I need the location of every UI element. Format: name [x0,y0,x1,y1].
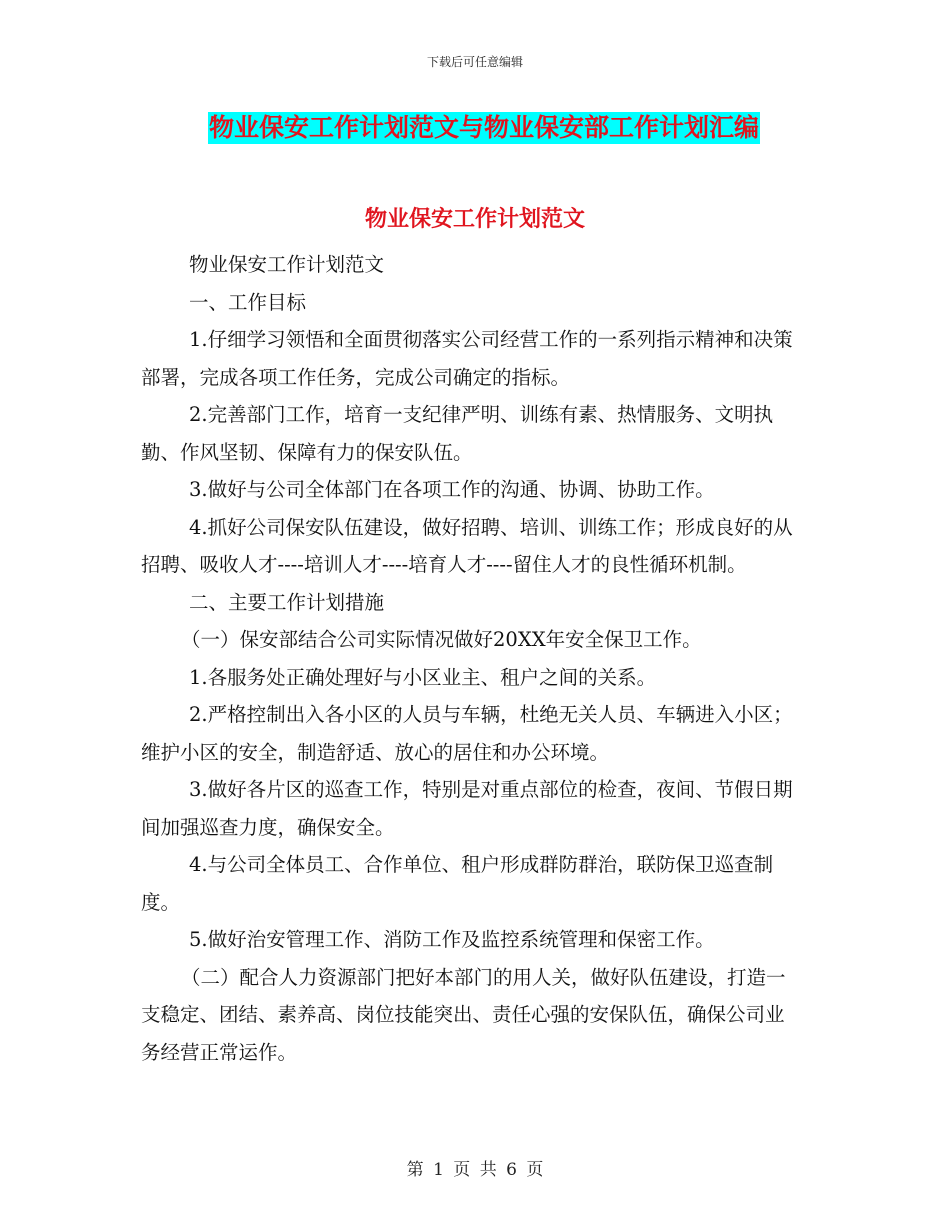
header-note: 下载后可任意编辑 [426,55,523,69]
paragraph: 2.严格控制出入各小区的人员与车辆，杜绝无关人员、车辆进入小区；维护小区的安全，制造舒适、放心的居住和办公环境。 [141,703,793,764]
document-title: 物业保安工作计划范文与物业保安部工作计划汇编 [209,113,760,142]
paragraph: 3.做好各片区的巡查工作，特别是对重点部位的检查，夜间、节假日期间加强巡查力度，确保安全。 [141,778,793,839]
paragraph: （一）保安部结合公司实际情况做好20XX年安全保卫工作。 [181,628,702,651]
paragraph: 1.仔细学习领悟和全面贯彻落实公司经营工作的一系列指示精神和决策部署，完成各项工作任务，完成公司确定的指标。 [141,328,793,389]
paragraph: 4.抓好公司保安队伍建设，做好招聘、培训、训练工作；形成良好的从招聘、吸收人才----培训人才----培育人才----留住人才的良性循环机制。 [141,515,793,576]
paragraph: 一、工作目标 [189,290,307,314]
section-title: 物业保安工作计划范文 [364,207,585,232]
paragraph: 5.做好治安管理工作、消防工作及监控系统管理和保密工作。 [189,928,715,951]
paragraph: 1.各服务处正确处理好与小区业主、租户之间的关系。 [189,665,657,689]
paragraph: 3.做好与公司全体部门在各项工作的沟通、协调、协助工作。 [189,478,715,501]
paragraph: 4.与公司全体员工、合作单位、租户形成群防群治，联防保卫巡查制度。 [141,853,774,914]
paragraph: 二、主要工作计划措施 [189,590,385,614]
page-number: 第 1 页 共 6 页 [406,1160,544,1180]
document-body [141,246,801,1071]
paragraph: 2.完善部门工作，培育一支纪律严明、训练有素、热情服务、文明执勤、作风坚韧、保障有力的保安队伍。 [141,403,774,464]
paragraph: （二）配合人力资源部门把好本部门的用人关，做好队伍建设，打造一支稳定、团结、素养高、岗位技能突出、责任心强的安保队伍，确保公司业务经营正常运作。 [141,965,786,1064]
paragraph: 物业保安工作计划范文 [189,253,385,276]
